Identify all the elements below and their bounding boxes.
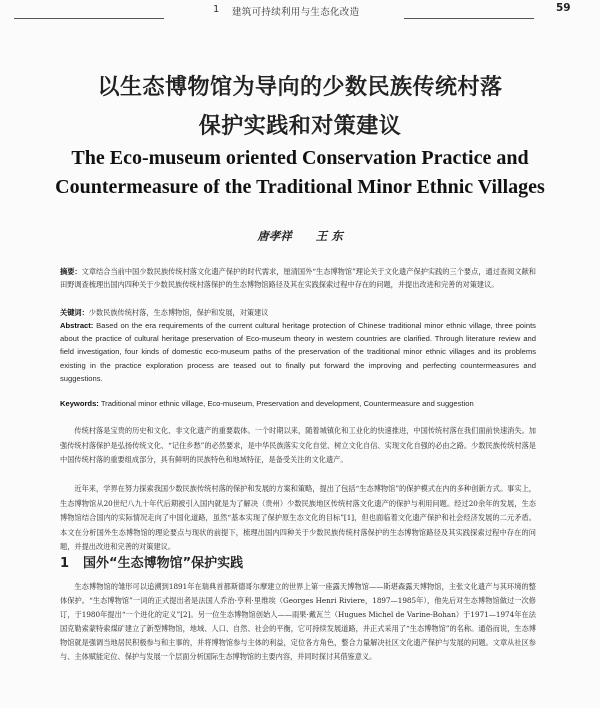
abstract-chinese	[60, 265, 536, 291]
section-heading	[60, 552, 243, 571]
title-english-line-1: The Eco-museum oriented Conservation Practice and	[71, 147, 529, 169]
title-english-line-2: Countermeasure of the Traditional Minor Ethnic Villages	[55, 176, 545, 198]
keywords-en-text: Traditional minor ethnic village, Eco-museum, Preservation and development, Countermeasure and suggestion	[100, 399, 474, 408]
authors	[0, 228, 600, 244]
body-paragraph-1: 传统村落是宝贵的历史和文化、非文化遗产的重要载体。一个时期以来，随着城镇化和工业化的快速推进，中国传统村落在我们面前快速消失。加强传统村落保护是弘扬传统文化、“记住乡愁”的必然要求，是中华民族落实文化自觉、树立文化自信、实现文化自强的必由之路。少数民族传统村落是中国传统村落的重要组成部分，具有鲜明的民族特色和地域特征，是备受关注的文化遗产。	[60, 426, 536, 464]
keywords-text: 少数民族传统村落，生态博物馆，保护和发展，对策建议	[88, 308, 269, 317]
section-heading-text: 国外“生态博物馆”保护实践	[83, 556, 244, 571]
running-header	[0, 0, 600, 22]
abstract-en-text: Based on the era requirements of the current cultural heritage protection of Chinese traditional minor ethnic village, three points about the practice of cultural heritage preservation of Eco-museum theory in western countries are clarified. Through literature review and field investigation, four kinds of domestic eco-museum paths of the preservation of the traditional minor ethnic villages and its problems existing in the practice exploration process are teased out to finally put forward the improving and perfecting countermeasures and suggestions.	[60, 321, 536, 383]
keywords-english	[60, 397, 536, 410]
body-paragraph-2: 近年来，学界在努力探索我国少数民族传统村落的保护和发展的方案和策略，提出了包括“生态博物馆”的保护模式在内的多种创新方式。事实上，生态博物馆从20世纪八九十年代后期被引入国内就是为了解决（贵州）少数民族地区传统村落文化遗产的保护与利用问题。经过20余年的发展，生态博物馆结合国内的实际情况走向了中国化道路，虽然“基本实现了保护原生态文化的目标”[1]，但也面临着文化遗产保护和社会经济发展的二元矛盾。本文在分析国外生态博物馆的理论要点与现状的前提下，梳理出国内四种关于少数民族传统村落保护的生态博物馆路径及其实践探索过程中存在的问题，并提出改进和完善的对策建议。	[60, 484, 536, 551]
abstract-text: 文章结合当前中国少数民族传统村落文化遗产保护的时代需求，厘清国外“生态博物馆”理论关于文化遗产保护实践的三个要点，通过查阅文献和田野调查梳理出国内四种关于少数民族传统村落保护的生态博物馆路径及其在实践探索过程中存在的问题，并提出改进和完善的对策建议。	[60, 267, 536, 289]
abstract-english	[60, 319, 536, 385]
body-paragraph-3: 生态博物馆的雏形可以追溯到1891年在瑞典首都斯德哥尔摩建立的世界上第一座露天博物馆——斯堪森露天博物馆，主张文化遗产与其环境的整体保护。“生态博物馆”一词的正式提出者是法国人乔治·亨利·里维埃（Georges Henri Riviere，1897—1985年），他先后对生态博物馆做过一次修订，于1980年提出“一个进化的定义”[2]。另一位生态博物馆创始人——雨果·戴瓦兰（Hugues Michel de Varine-Bohan）于1971—1974年在法国克勒索蒙特索煤矿建立了新型博物馆，地域、人口、自然、社会的平衡，它可持续发展道路，并正式采用了“生态博物馆”的名称。通俗而说，生态博物馆就是强调当地居民积极参与和主事的，并将博物馆参与主体的利益，定位各方角色，整合力量解决社区文化遗产保护与发展的问题。文章从社区参与、主体赋能定位、保护与发展一个层面分析国际生态博物馆的主要内容，并同时探讨其借鉴意义。	[60, 582, 536, 661]
keywords-chinese	[60, 306, 536, 319]
header-rule-right	[404, 18, 534, 19]
author-name: 王 东	[315, 229, 343, 243]
abstract-label: 摘要：	[60, 267, 82, 276]
title-chinese-line-1: 以生态博物馆为导向的少数民族传统村落	[97, 75, 503, 100]
keywords-en-label: Keywords:	[60, 399, 99, 408]
page-number: 59	[556, 2, 571, 14]
abstract-en-label: Abstract:	[60, 321, 94, 330]
header-section-title: 建筑可持续利用与生态化改造	[232, 7, 360, 18]
keywords-label: 关键词：	[60, 308, 89, 317]
section-heading-number: 1	[60, 556, 70, 571]
header-section-number: 1	[213, 4, 220, 15]
author-name: 唐孝祥	[257, 229, 292, 243]
title-chinese-line-2: 保护实践和对策建议	[198, 114, 402, 139]
header-rule-left	[14, 18, 164, 19]
